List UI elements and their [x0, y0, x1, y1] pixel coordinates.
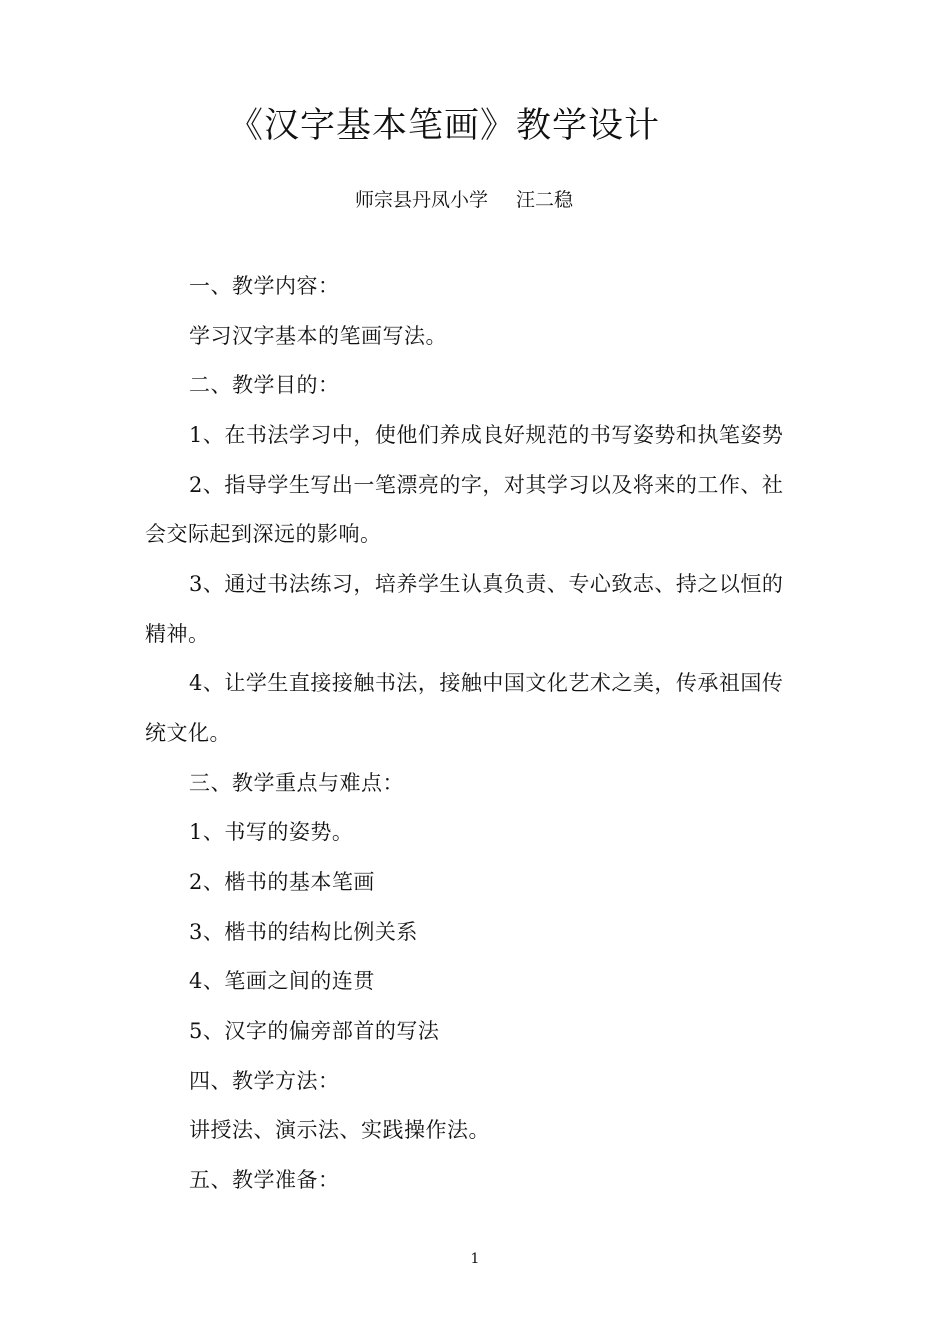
paragraph-line: 学习汉字基本的笔画写法。: [189, 324, 447, 348]
author-line: [355, 186, 573, 214]
paragraph-line: 4、让学生直接接触书法，接触中国文化艺术之美，传承祖国传: [189, 671, 784, 695]
list-item: 2、楷书的基本笔画: [189, 870, 375, 894]
paragraph-line: 精神。: [145, 622, 210, 646]
document-title: 《汉字基本笔画》教学设计: [228, 106, 661, 146]
paragraph-line: 1、在书法学习中，使他们养成良好规范的书写姿势和执笔姿势: [189, 423, 784, 447]
paragraph-line: 统文化。: [145, 721, 231, 745]
paragraph-line: 2、指导学生写出一笔漂亮的字，对其学习以及将来的工作、社: [189, 473, 784, 497]
list-item: 5、汉字的偏旁部首的写法: [189, 1019, 440, 1043]
section-heading-goals: 二、教学目的：: [189, 373, 340, 397]
list-item: 4、笔画之间的连贯: [189, 969, 375, 993]
author-school: 师宗县丹凤小学: [355, 189, 489, 211]
paragraph-line: 会交际起到深远的影响。: [145, 522, 382, 546]
section-heading-content: 一、教学内容：: [189, 274, 340, 298]
section-heading-key-points: 三、教学重点与难点：: [189, 771, 404, 795]
page-number: 1: [470, 1251, 480, 1267]
paragraph-line: 3、通过书法练习，培养学生认真负责、专心致志、持之以恒的: [189, 572, 784, 596]
list-item: 1、书写的姿势。: [189, 820, 354, 844]
paragraph-line: 讲授法、演示法、实践操作法。: [189, 1118, 490, 1142]
author-name: 汪二稳: [516, 189, 574, 211]
section-heading-preparation: 五、教学准备：: [189, 1168, 340, 1192]
section-heading-methods: 四、教学方法：: [189, 1069, 340, 1093]
list-item: 3、楷书的结构比例关系: [189, 920, 418, 944]
